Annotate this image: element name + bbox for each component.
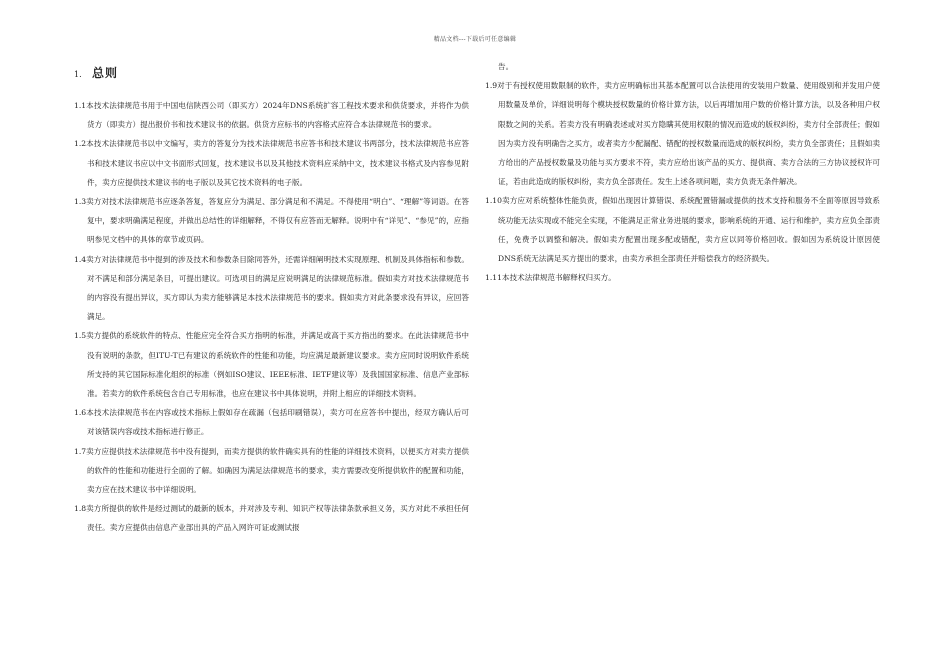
paragraph-1-3: 1.3卖方对技术法律规范书应逐条答复，答复应分为满足、部分满足和不满足。不得使用“明白”、“理解”等词语。在答复中，要求明确满足程度，并做出总结性的详细解释，不得仅有应答而无解释。说明中有“详见”、“参见”的，应指明参见文档中的具体的章节或页码。 [74,197,469,245]
paragraph-1-1: 1.1本技术法律规范书用于中国电信陕西公司（即买方）2024年DNS系统扩容工程技术要求和供货要求，并将作为供货方（即卖方）提出报价书和技术建议书的依据。供货方应标书的内容格式应符合本法律规范书的要求。 [74,101,469,130]
paragraph-1-2: 1.2本技术法律规范书以中文编写，卖方的答复分为技术法律规范书应答书和技术建议书两部分，技术法律规范书应答书和技术建议书应以中文书面形式回复，技术建议书以及其他技术资料应采纳中文，技术建议书格式及内容参见附件，卖方应提供技术建议书的电子版以及其它技术资料的电子版。 [74,139,469,187]
paragraph-1-4: 1.4卖方对法律规范书中提到的涉及技术和参数条目除同答外，还需详细阐明技术实现原理、机制及具体指标和参数。对不满足和部分满足条目，可提出建议。可选项目的满足应说明满足的法律规范标准。假如卖方对技术法律规范书的内容没有提出异议，买方即认为卖方能够满足本技术法律规范书的要求。假如卖方对此条要求没有异议，应回答满足。 [74,254,469,322]
paragraph-1-5: 1.5卖方提供的系统软件的特点、性能应完全符合买方指明的标准，并满足或高于买方指出的要求。在此法律规范书中没有说明的条款，但ITU-T已有建议的系统软件的性能和功能，均应满足最新建议要求。卖方应同时说明软件系统所支持的其它国际标准化组织的标准（例如ISO建议、IEEE标准、IETF建议等）及我国国家标准、信息产业部标准。若卖方的软件系统包含自己专用标准，也应在建议书中具体说明，并附上相应的详细技术资料。 [74,331,469,399]
section-heading [74,64,469,88]
paragraph-1-11: 1.11本技术法律规范书解释权归买方。 [485,273,616,283]
section-title: 总则 [92,66,119,80]
right-column [485,57,880,287]
paragraph-1-7: 1.7卖方应提供技术法律规范书中没有提到，而卖方提供的软件确实具有的性能的详细技术资料，以便买方对卖方提供的软件的性能和功能进行全面的了解。如确因为满足法律规范书的要求，卖方需要改变所提供软件的配置和功能，卖方应在技术建议书中详细说明。 [74,446,469,495]
paragraph-1-9: 1.9对于有授权使用数限制的软件，卖方应明确标出其基本配置可以合法使用的安装用户数量、使用级别和并发用户使用数量及单价，详细说明每个模块授权数量的价格计算方法，以后再增加用户数的价格计算方法，以及各种用户权限数之间的关系。若卖方没有明确表述或对买方隐瞒其使用权限的情况而造成的版权纠纷，卖方付全部责任；假如因为卖方没有明确告之买方，或者卖方少配漏配、错配的授权数量而造成的版权纠纷，卖方负全部责任；且假如卖方给出的产品授权数量及功能与买方要求不符，卖方应给出该产品的买方、提供商、卖方合法的三方协议授权许可证，若由此造成的版权纠纷，卖方负全部责任。发生上述各项问题，卖方负责无条件解决。 [485,81,880,187]
left-column [74,64,469,538]
section-number: 1. [74,70,82,79]
paragraph-1-8: 1.8卖方所提供的软件是经过测试的最新的版本，并对涉及专利、知识产权等法律条款承担义务，买方对此不承担任何责任。卖方应提供由信息产业部出具的产品入网许可证或测试报 [74,504,469,533]
paragraph-1-10: 1.10卖方应对系统整体性能负责，假如出现因计算错误、系统配置错漏或提供的技术支持和服务不全面等原因导致系统功能无法实现或不能完全实现，不能满足正常业务进展的要求，影响系统的开通、运行和维护，卖方应负全部责任，免费予以调整和解决。假如卖方配置出现多配或错配，卖方应以同等价格回收。假如因为系统设计原因使DNS系统无法满足买方提出的要求，由卖方承担全部责任并赔偿我方的经济损失。 [485,196,880,264]
paragraph-continuation: 告。 [498,62,514,71]
paragraph-1-6: 1.6本技术法律规范书在内容或技术指标上假如存在疏漏（包括印刷错误），卖方可在应答书中提出，经双方确认后可对该错误内容或技术指标进行修正。 [74,408,469,437]
page-header: 精品文档---下载后可任意编辑 [433,36,517,43]
